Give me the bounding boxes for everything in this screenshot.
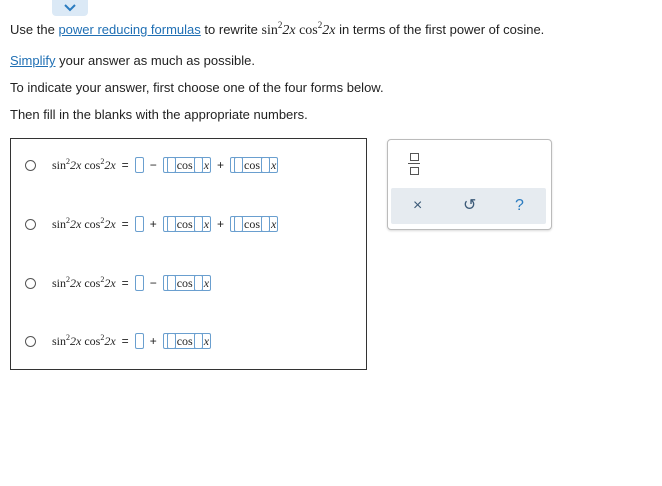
collapse-toggle-button[interactable] xyxy=(52,0,88,16)
choice-d-cos-term-1: cos x xyxy=(163,333,211,349)
instruction-line-1 xyxy=(10,22,544,39)
choice-a-expression: sin $^2$ 2x cos $^2$ 2x = − cos x + cos x xyxy=(52,156,277,172)
choice-a-blank-4[interactable] xyxy=(234,157,243,173)
choice-a-blank-1[interactable] xyxy=(135,157,144,173)
choice-b-expression: sin $^2$ 2x cos $^2$ 2x = + cos x + cos x xyxy=(52,215,277,231)
choice-b[interactable] xyxy=(11,212,366,236)
choice-d-radio[interactable] xyxy=(25,336,36,347)
close-icon[interactable]: × xyxy=(413,197,423,214)
choice-a-blank-2[interactable] xyxy=(167,157,176,173)
choice-a-blank-3[interactable] xyxy=(194,157,203,173)
choice-b-blank-4[interactable] xyxy=(234,216,243,232)
choice-a-cos-term-1: cos x xyxy=(163,157,211,173)
choice-b-blank-5[interactable] xyxy=(261,216,270,232)
instruction-text: Use the xyxy=(10,22,55,37)
choice-b-radio[interactable] xyxy=(25,219,36,230)
target-expression: $\sin^22x$ $\cos^22x$ xyxy=(261,20,336,38)
choice-a[interactable] xyxy=(11,153,366,177)
choice-a-radio[interactable] xyxy=(25,160,36,171)
choice-a-cos-term-2: cos x xyxy=(230,157,278,173)
math-toolbar-panel xyxy=(387,139,552,230)
fraction-icon[interactable] xyxy=(408,152,420,176)
choice-b-blank-1[interactable] xyxy=(135,216,144,232)
choice-d-expression: sin $^2$ 2x cos $^2$ 2x = + cos x xyxy=(52,332,210,348)
choice-c[interactable] xyxy=(11,271,366,295)
choice-d-blank-2[interactable] xyxy=(167,333,176,349)
instruction-text: to rewrite xyxy=(204,22,258,37)
help-icon[interactable]: ? xyxy=(515,197,524,214)
choice-d-blank-1[interactable] xyxy=(135,333,144,349)
instruction-line-3: To indicate your answer, first choose one of the four forms below. xyxy=(10,80,384,95)
instruction-text: your answer as much as possible. xyxy=(59,53,255,68)
simplify-link[interactable]: Simplify xyxy=(10,53,56,68)
instruction-line-2 xyxy=(10,53,255,68)
choice-b-blank-2[interactable] xyxy=(167,216,176,232)
choice-c-cos-term-1: cos x xyxy=(163,275,211,291)
choice-c-radio[interactable] xyxy=(25,278,36,289)
choice-b-cos-term-2: cos x xyxy=(230,216,278,232)
action-bar xyxy=(391,188,546,224)
undo-icon[interactable]: ↺ xyxy=(463,197,477,214)
instruction-text: in terms of the first power of cosine. xyxy=(339,22,545,37)
power-reducing-formulas-link[interactable]: power reducing formulas xyxy=(58,22,201,37)
choice-d[interactable] xyxy=(11,329,366,353)
instruction-line-4: Then fill in the blanks with the appropriate numbers. xyxy=(10,107,308,122)
choice-b-cos-term-1: cos x xyxy=(163,216,211,232)
choice-c-blank-2[interactable] xyxy=(167,275,176,291)
chevron-down-icon xyxy=(63,3,77,13)
choice-c-expression: sin $^2$ 2x cos $^2$ 2x = − cos x xyxy=(52,274,210,290)
choice-c-blank-3[interactable] xyxy=(194,275,203,291)
answer-choices-panel xyxy=(10,138,367,370)
choice-b-blank-3[interactable] xyxy=(194,216,203,232)
choice-c-blank-1[interactable] xyxy=(135,275,144,291)
choice-a-blank-5[interactable] xyxy=(261,157,270,173)
choice-d-blank-3[interactable] xyxy=(194,333,203,349)
